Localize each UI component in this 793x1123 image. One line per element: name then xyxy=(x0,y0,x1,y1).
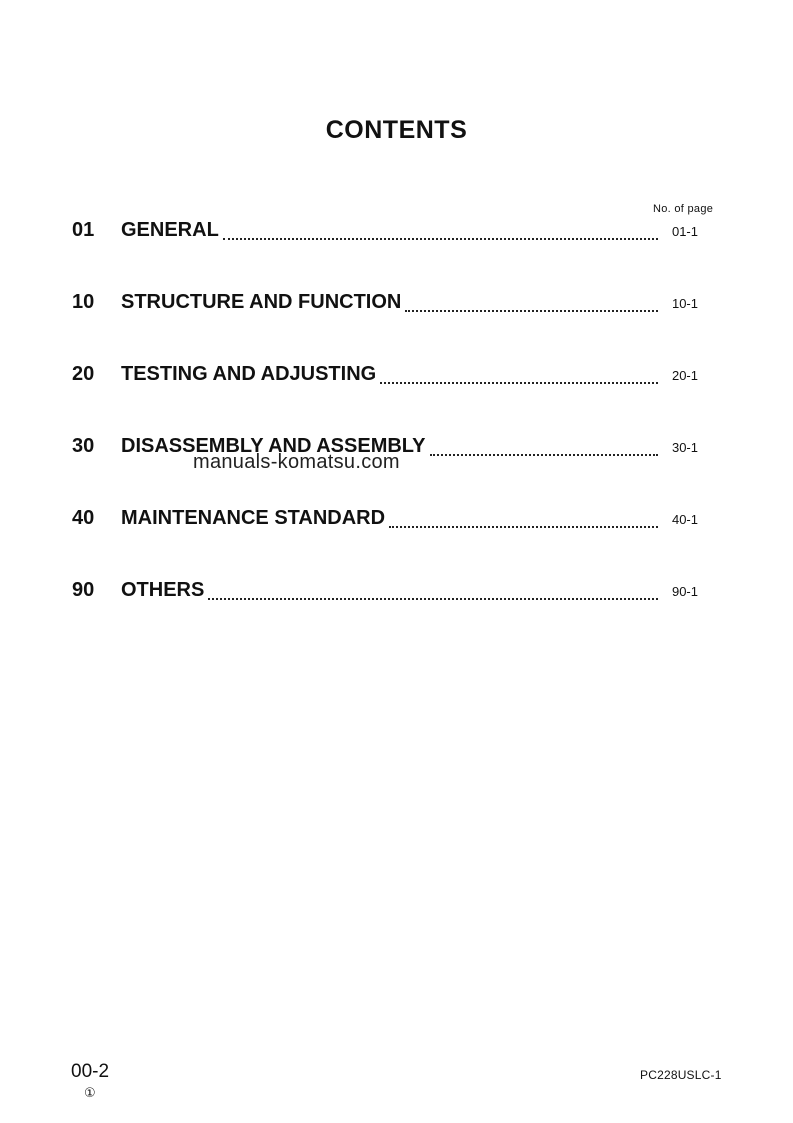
toc-entry-title: GENERAL xyxy=(121,219,219,241)
toc-entry-number: 01 xyxy=(72,219,95,241)
revision-mark: ① xyxy=(84,1085,96,1100)
toc-entry-number: 30 xyxy=(72,435,95,457)
toc-entry-title: OTHERS xyxy=(121,579,205,601)
toc-entry-number: 10 xyxy=(72,291,95,313)
toc-entry-maintenance-standard[interactable] xyxy=(72,507,698,533)
toc-entry-others[interactable] xyxy=(72,579,698,605)
page-title: CONTENTS xyxy=(325,116,468,144)
footer-model-code: PC228USLC-1 xyxy=(640,1068,722,1082)
watermark-text: manuals-komatsu.com xyxy=(193,451,400,473)
page-column-header: No. of page xyxy=(653,203,714,215)
dot-leader xyxy=(405,310,658,312)
toc-entry-title: STRUCTURE AND FUNCTION xyxy=(121,291,402,313)
footer-page-number: 00-2 xyxy=(71,1061,110,1082)
dot-leader xyxy=(208,598,658,600)
dot-leader xyxy=(389,526,658,528)
toc-entry-page: 90-1 xyxy=(671,584,698,599)
toc-entry-title: TESTING AND ADJUSTING xyxy=(121,363,377,385)
toc-entry-page: 30-1 xyxy=(671,440,698,455)
toc-entry-page: 40-1 xyxy=(671,512,698,527)
toc-entry-general[interactable] xyxy=(72,219,698,245)
toc-entry-page: 01-1 xyxy=(671,224,698,239)
dot-leader xyxy=(430,454,658,456)
toc-entry-number: 20 xyxy=(72,363,95,385)
toc-entry-title: DISASSEMBLY AND ASSEMBLY xyxy=(121,435,426,457)
toc-entry-page: 10-1 xyxy=(671,296,698,311)
toc-entry-page: 20-1 xyxy=(671,368,698,383)
toc-entry-number: 40 xyxy=(72,507,95,529)
toc-entry-structure-and-function[interactable] xyxy=(72,291,698,317)
toc-entry-testing-and-adjusting[interactable] xyxy=(72,363,698,389)
dot-leader xyxy=(380,382,658,384)
toc-entry-number: 90 xyxy=(72,579,95,601)
toc-entry-title: MAINTENANCE STANDARD xyxy=(121,507,386,529)
dot-leader xyxy=(223,238,658,240)
